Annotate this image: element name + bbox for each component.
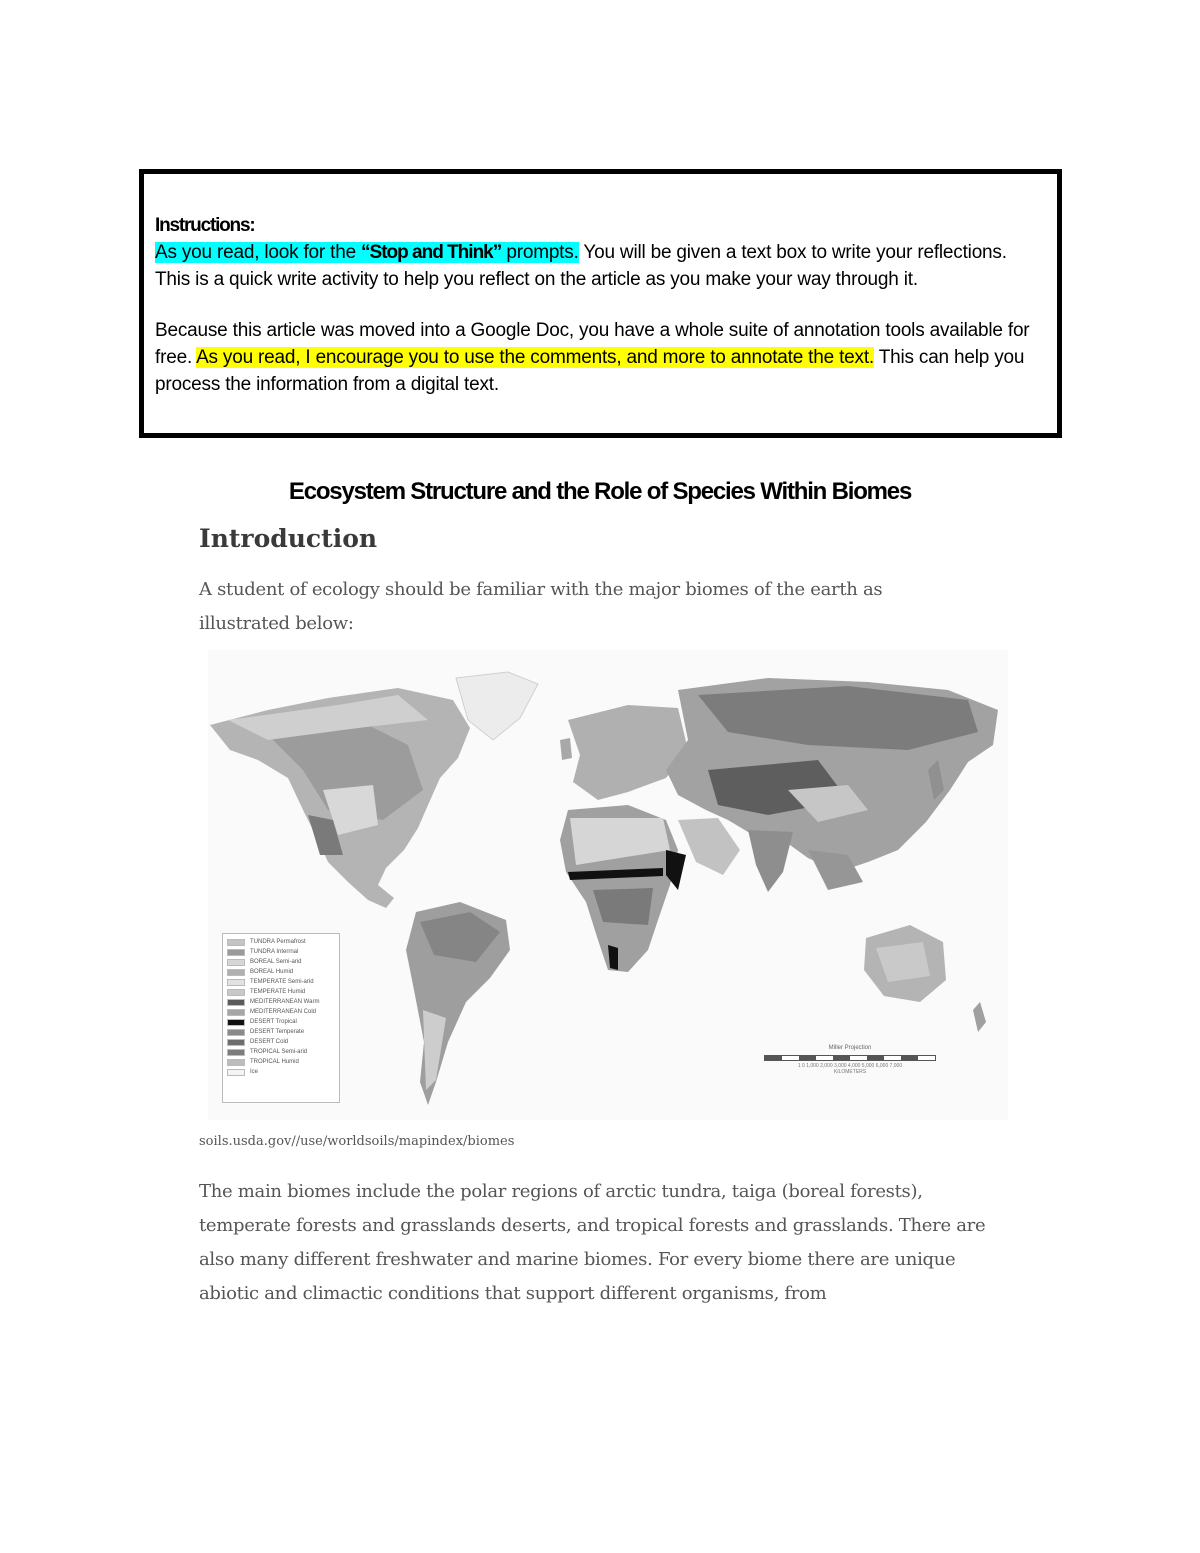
legend-swatch xyxy=(227,1059,245,1066)
legend-swatch xyxy=(227,1019,245,1026)
uk xyxy=(560,738,572,760)
legend-label: TROPICAL Humid xyxy=(250,1059,299,1065)
legend-item xyxy=(227,1067,335,1077)
europe xyxy=(568,705,688,800)
legend-label: TEMPERATE Humid xyxy=(250,989,306,995)
document-title: Ecosystem Structure and the Role of Species Within Biomes xyxy=(288,478,912,505)
legend-item xyxy=(227,1057,335,1067)
legend-item xyxy=(227,937,335,947)
instructions-p1-rest: You will be given a text box to write your reflections. This is a quick write activity to help you reflect on the article as you make your way through it. xyxy=(155,242,1007,290)
instructions-p2-start: Because this article was moved into a Google Doc, you have a whole suite of annotation tools available for free. xyxy=(155,320,1030,368)
legend-label: DESERT Temperate xyxy=(250,1029,305,1035)
projection-label: Miller Projection xyxy=(828,1045,872,1051)
legend-label: BOREAL Semi-arid xyxy=(250,959,302,965)
scale-labels: 1 0 1,000 2,000 3,000 4,000 5,000 6,000 7,000 xyxy=(797,1063,903,1069)
india xyxy=(748,830,793,892)
instructions-content xyxy=(155,212,1043,398)
legend-swatch xyxy=(227,1069,245,1076)
legend-swatch xyxy=(227,1049,245,1056)
legend-item xyxy=(227,947,335,957)
legend-item xyxy=(227,1027,335,1037)
arabia xyxy=(678,818,740,875)
instructions-title: Instructions: xyxy=(155,215,255,236)
legend-item xyxy=(227,967,335,977)
highlight-text-a: As you read, look for the xyxy=(155,242,362,263)
legend-label: TROPICAL Semi-arid xyxy=(250,1049,308,1055)
legend-label: BOREAL Humid xyxy=(250,969,294,975)
legend-item xyxy=(227,1037,335,1047)
legend-label: MEDITERRANEAN Cold xyxy=(250,1009,317,1015)
legend-label: MEDITERRANEAN Warm xyxy=(250,999,320,1005)
legend-swatch xyxy=(227,959,245,966)
legend-label: Ice xyxy=(250,1069,259,1075)
legend-swatch xyxy=(227,1029,245,1036)
legend-item xyxy=(227,977,335,987)
legend-label: TUNDRA Interrnal xyxy=(250,949,299,955)
legend-swatch xyxy=(227,1009,245,1016)
legend-swatch xyxy=(227,939,245,946)
scale-bar xyxy=(764,1055,936,1061)
annotation-highlight: As you read, I encourage you to use the comments, and more to annotate the text. xyxy=(196,347,874,368)
legend-item xyxy=(227,957,335,967)
legend-swatch xyxy=(227,999,245,1006)
legend-swatch xyxy=(227,949,245,956)
stop-and-think-highlight xyxy=(155,242,579,263)
legend-item xyxy=(227,1007,335,1017)
map-legend xyxy=(222,933,340,1103)
section-heading: Introduction xyxy=(199,524,378,553)
legend-label: TEMPERATE Semi-arid xyxy=(250,979,314,985)
legend-swatch xyxy=(227,989,245,996)
legend-label: TUNDRA Permafrost xyxy=(250,939,306,945)
map-scale xyxy=(760,1045,940,1085)
map-caption: soils.usda.gov//use/worldsoils/mapindex/biomes xyxy=(199,1134,515,1149)
biome-world-map xyxy=(208,650,1008,1120)
body-paragraph: The main biomes include the polar regions of arctic tundra, taiga (boreal forests), temperate forests and grasslands deserts, and tropical forests and grasslands. There are also many different freshwater and marine biomes. For every biome there are unique abiotic and climactic conditions that support different organisms, from xyxy=(199,1181,986,1304)
instructions-p2-end: This can help you process the information from a digital text. xyxy=(155,347,1025,395)
highlight-text-b: prompts. xyxy=(501,242,579,263)
stop-and-think-label: “Stop and Think” xyxy=(361,242,502,263)
legend-swatch xyxy=(227,979,245,986)
new-zealand xyxy=(973,1002,986,1032)
instructions-paragraph-2 xyxy=(155,317,1043,398)
legend-label: DESERT Cold xyxy=(250,1039,289,1045)
legend-item xyxy=(227,997,335,1007)
legend-item xyxy=(227,1047,335,1057)
legend-item xyxy=(227,987,335,997)
instructions-box xyxy=(139,169,1062,438)
legend-swatch xyxy=(227,1039,245,1046)
legend-swatch xyxy=(227,969,245,976)
legend-item xyxy=(227,1017,335,1027)
intro-paragraph: A student of ecology should be familiar with the major biomes of the earth as illustrated below: xyxy=(199,579,883,634)
legend-label: DESERT Tropical xyxy=(250,1019,297,1025)
scale-unit: KILOMETERS xyxy=(833,1069,867,1075)
instructions-paragraph-1 xyxy=(155,239,1043,293)
